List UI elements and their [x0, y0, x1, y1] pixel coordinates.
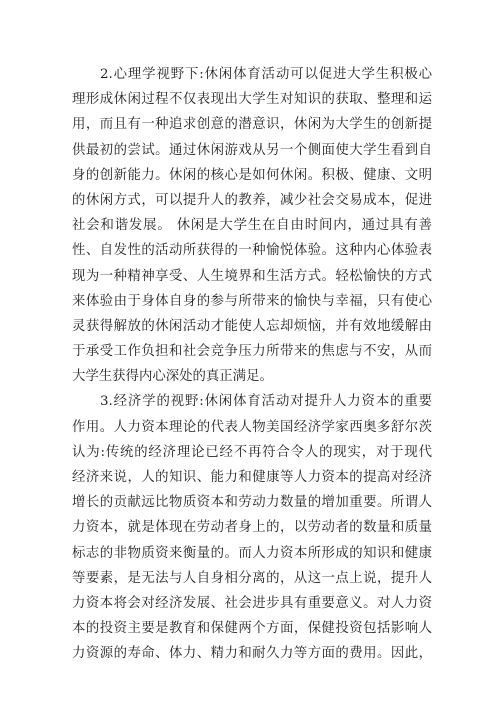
paragraph-psychology: [72, 62, 432, 389]
text-line: 灵获得解放的休闲活动才能使人忘却烦恼，并有效地缓解由: [72, 318, 432, 334]
document-page: [72, 62, 432, 667]
text-line: 2.心理学视野下:休闲体育活动可以促进大学生积极心: [100, 67, 432, 82]
text-line: 于承受工作负担和社会竞争压力所带来的焦虑与不安，从而: [72, 344, 432, 360]
text-line: 力资本，就是体现在劳动者身上的，以劳动者的数量和质量: [72, 520, 432, 536]
text-line: 性、自发性的活动所获得的一种愉悦体验。这种内心体验表: [72, 243, 432, 259]
text-line: 现为一种精神享受、人生境界和生活方式。轻松愉快的方式: [72, 268, 432, 284]
text-line: 大学生获得内心深处的真正满足。: [72, 369, 273, 385]
text-line: 社会和谐发展。 休闲是大学生在自由时间内，通过具有善: [72, 218, 432, 234]
text-line: 经济来说，人的知识、能力和健康等人力资本的提高对经济: [72, 470, 432, 485]
text-line: 标志的非物质资来衡量的。而人力资本所形成的知识和健康: [72, 545, 432, 561]
text-line: 力资源的寿命、体力、精力和耐久力等方面的费用。因此，: [72, 646, 432, 662]
paragraph-economics: [72, 389, 432, 666]
text-line: 本的投资主要是教育和保健两个方面，保健投资包括影响人: [72, 621, 432, 637]
text-line: 的休闲方式，可以提升人的教养，减少社会交易成本，促进: [72, 192, 432, 208]
text-line: 增长的贡献远比物质资本和劳动力数量的增加重要。所谓人: [72, 495, 432, 511]
text-line: 认为:传统的经济理论已经不再符合令人的现实，对于现代: [72, 444, 432, 460]
text-line: 供最初的尝试。通过休闲游戏从另一个侧面使大学生看到自: [72, 142, 432, 158]
text-line: 等要素，是无法与人自身相分离的，从这一点上说，提升人: [72, 570, 432, 586]
text-line: 力资本将会对经济发展、社会进步具有重要意义。对人力资: [72, 595, 432, 611]
text-line: 理形成休闲过程不仅表现出大学生对知识的获取、整理和运: [72, 92, 432, 108]
text-line: 身的创新能力。休闲的核心是如何休闲。积极、健康、文明: [72, 167, 432, 183]
text-line: 用，而且有一种追求创意的潜意识，休闲为大学生的创新提: [72, 117, 432, 133]
text-line: 作用。人力资本理论的代表人物美国经济学家西奥多舒尔茨: [72, 419, 432, 435]
text-line: 来体验由于身体自身的参与所带来的愉快与幸福，只有使心: [72, 293, 432, 309]
text-line: 3.经济学的视野:休闲体育活动对提升人力资本的重要: [100, 394, 432, 410]
